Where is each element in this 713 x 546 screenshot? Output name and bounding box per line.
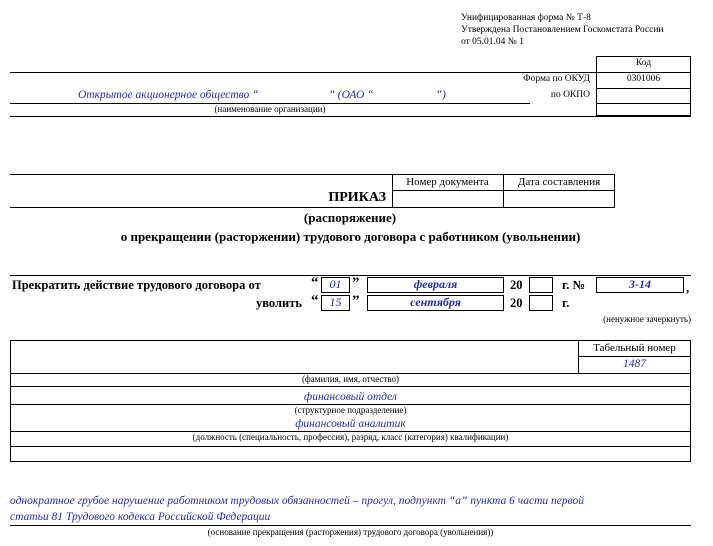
org-name-part3: ”) — [435, 89, 446, 101]
form-header-line1: Унифицированная форма № Т-8 — [461, 13, 591, 23]
form-header-line2: Утверждена Постановлением Госкомстата России — [461, 25, 664, 35]
basis-caption: (основание прекращения (расторжения) трудового договора (увольнения)) — [207, 527, 494, 537]
org-bottom-line — [10, 116, 691, 117]
department-caption: (структурное подразделение) — [294, 405, 407, 415]
codes-divider-3 — [596, 103, 691, 104]
doc-left-bottom-line — [10, 207, 392, 208]
terminate-label: Прекратить действие трудового договора от — [12, 278, 261, 292]
year-prefix: 20 — [510, 278, 523, 292]
doc-box-divider-h — [392, 190, 615, 191]
dismiss-year-label: г. — [562, 296, 570, 310]
position-value: финансовый аналитик — [295, 418, 406, 430]
position-caption: (должность (специальность, профессия), разряд, класс (категория) квалификации) — [192, 432, 509, 442]
tab-number-value: 1487 — [623, 358, 646, 370]
number-comma: , — [686, 280, 690, 295]
month-value: февраля — [413, 277, 458, 291]
code-header: Код — [635, 58, 652, 68]
org-name-part1: Открытое акционерное общество “ — [78, 89, 259, 101]
employee-bottom-line — [10, 461, 691, 462]
doc-left-top-line — [10, 174, 392, 175]
dismiss-month-value: сентября — [410, 295, 461, 309]
org-top-line — [10, 72, 691, 73]
dismiss-day-value: 15 — [329, 295, 342, 309]
okud-label: Форма по ОКУД — [523, 74, 590, 84]
okud-value: 0301006 — [626, 74, 661, 84]
basis-text — [10, 493, 700, 525]
form-header-line3: от 05.01.04 № 1 — [461, 37, 524, 47]
position-bottom-line — [10, 446, 691, 447]
codes-divider-1 — [596, 72, 691, 73]
doc-date-header: Дата составления — [517, 176, 601, 188]
employee-top-line — [10, 340, 578, 341]
okpo-label: по ОКПО — [550, 90, 590, 100]
form-header — [461, 12, 664, 48]
dismiss-year-prefix: 20 — [510, 296, 523, 310]
contract-number: 3-14 — [629, 277, 651, 291]
basis-line2: статьи 81 Трудового кодекса Российской Федерации — [10, 511, 271, 523]
fio-caption: (фамилия, имя, отчество) — [301, 374, 400, 384]
basis-line1: однократное грубое нарушение работником трудовых обязанностей – прогул, подпункт “а” пункта 6 части первой — [10, 495, 584, 507]
dismiss-day-close-quote: ” — [352, 293, 360, 309]
codes-divider-2 — [596, 88, 691, 89]
number-label: г. № — [562, 278, 586, 292]
employee-left-border — [10, 340, 11, 461]
day-open-quote: “ — [311, 275, 319, 291]
order-heading: о прекращении (расторжении) трудового договора с работником (увольнении) — [120, 229, 581, 244]
dismiss-year-field-box — [529, 295, 553, 311]
order-subtitle: (распоряжение) — [303, 210, 397, 225]
order-title: ПРИКАЗ — [328, 190, 386, 205]
org-name-part2: ” (ОАО “ — [328, 89, 374, 101]
dismiss-day-open-quote: “ — [311, 293, 319, 309]
doc-number-header: Номер документа — [406, 176, 489, 188]
strike-note: (ненужное зачеркнуть) — [603, 314, 691, 324]
employee-right-border — [690, 374, 691, 461]
contract-top-line — [10, 275, 691, 276]
day-close-quote: ” — [352, 275, 360, 291]
dismiss-label: уволить — [256, 296, 302, 310]
organization-name — [78, 89, 446, 101]
tab-number-divider — [578, 356, 691, 357]
department-value: финансовый отдел — [304, 391, 397, 403]
fio-bottom-line — [10, 386, 691, 387]
year-field-box — [529, 277, 553, 293]
day-value: 01 — [329, 277, 342, 291]
org-caption: (наименование организации) — [214, 104, 326, 114]
basis-line — [10, 525, 691, 526]
tab-number-header: Табельный номер — [593, 342, 676, 354]
